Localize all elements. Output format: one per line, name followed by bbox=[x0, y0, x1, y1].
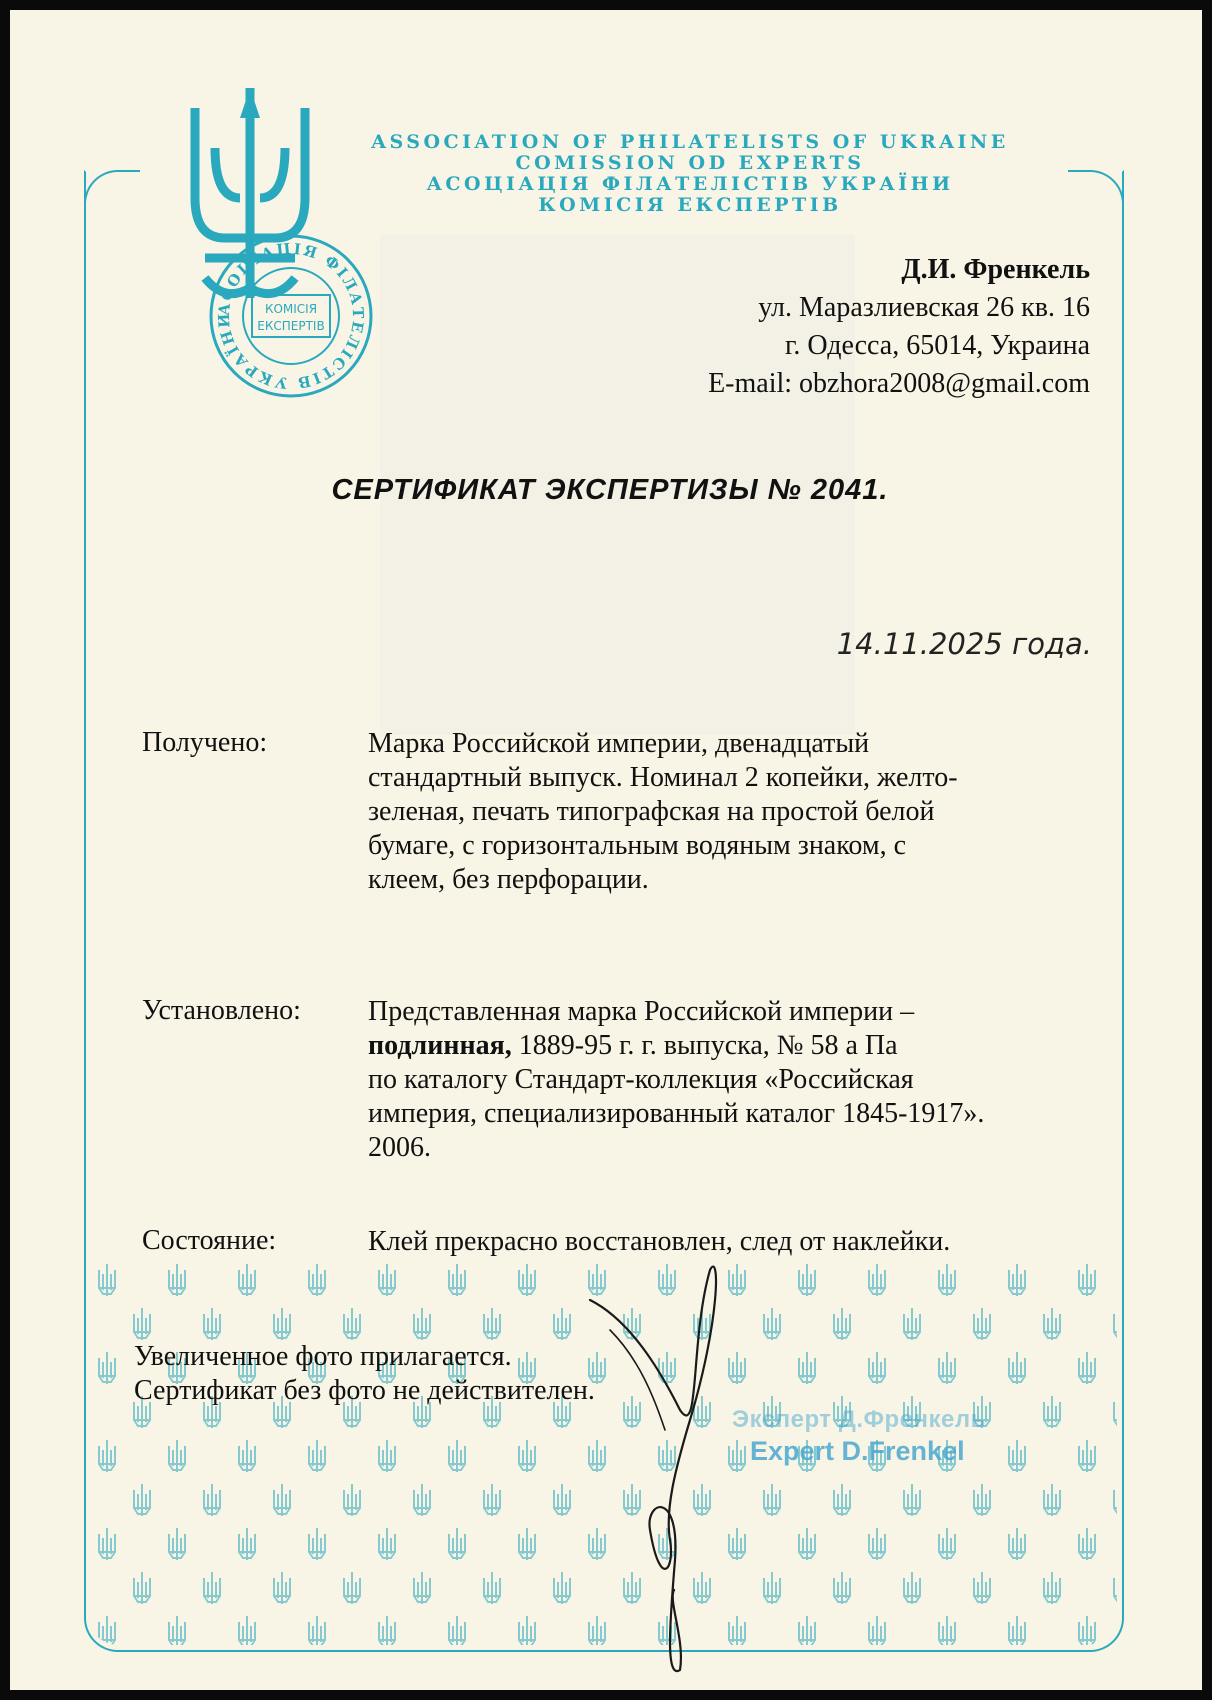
condition-label: Состояние: bbox=[142, 1225, 277, 1256]
established-line: подлинная, 1889-95 г. г. выпуска, № 58 а Па bbox=[368, 1030, 898, 1061]
header-line-1: ASSOCIATION OF PHILATELISTS OF UKRAINE bbox=[371, 131, 1009, 153]
header-line-3: АСОЦІАЦІЯ ФІЛАТЕЛІСТІВ УКРАЇНИ bbox=[426, 173, 954, 195]
certificate-date: 14.11.2025 года. bbox=[836, 627, 1092, 661]
established-label: Установлено: bbox=[142, 995, 301, 1026]
expert-city: г. Одесса, 65014, Украина bbox=[785, 330, 1090, 361]
expert-email: E-mail: obzhora2008@gmail.com bbox=[708, 368, 1090, 399]
established-line: Представленная марка Российской империи – bbox=[368, 996, 915, 1027]
received-line: бумаге, с горизонтальным водяным знаком, с bbox=[368, 830, 907, 861]
header-line-4: КОМІСІЯ ЕКСПЕРТІВ bbox=[538, 194, 842, 216]
footer-photo-note: Увеличенное фото прилагается. bbox=[134, 1341, 512, 1372]
footer-note bbox=[134, 1340, 595, 1408]
association-seal bbox=[208, 233, 374, 399]
received-line: зеленая, печать типографская на простой белой bbox=[368, 796, 935, 827]
received-text bbox=[368, 727, 1098, 897]
received-line: стандартный выпуск. Номинал 2 копейки, желто- bbox=[368, 762, 958, 793]
certificate-sheet bbox=[10, 10, 1202, 1690]
established-line: по каталогу Стандарт-коллекция «Российская bbox=[368, 1064, 914, 1095]
received-line: Марка Российской империи, двенадцатый bbox=[368, 728, 870, 759]
received-label: Получено: bbox=[142, 727, 268, 758]
authenticity-verdict: подлинная, bbox=[368, 1030, 512, 1061]
svg-text:АСОЦІАЦІЯ ФІЛАТЕЛІСТІВ УКРАЇНИ: АСОЦІАЦІЯ ФІЛАТЕЛІСТІВ УКРАЇНИ bbox=[214, 239, 368, 393]
established-line: 2006. bbox=[368, 1132, 431, 1163]
stamp-ru: Эксперт Д.Френкель bbox=[732, 1406, 986, 1433]
received-line: клеем, без перфорации. bbox=[368, 864, 649, 895]
expert-street: ул. Маразлиевская 26 кв. 16 bbox=[758, 292, 1090, 323]
stamp-en: Expert D.Frenkel bbox=[750, 1436, 965, 1466]
certificate-title: СЕРТИФИКАТ ЭКСПЕРТИЗЫ № 2041. bbox=[331, 474, 889, 506]
condition-text: Клей прекрасно восстановлен, след от наклейки. bbox=[368, 1226, 951, 1257]
header-line-2: COMISSION OD EXPERTS bbox=[515, 152, 865, 174]
established-text bbox=[368, 995, 1098, 1165]
footer-validity-note: Сертификат без фото не действителен. bbox=[134, 1375, 595, 1406]
expert-signature bbox=[570, 1260, 780, 1690]
expert-address bbox=[708, 251, 1090, 403]
association-header bbox=[300, 132, 1080, 216]
expert-name: Д.И. Френкель bbox=[901, 254, 1090, 285]
svg-text:ЕКСПЕРТІВ: ЕКСПЕРТІВ bbox=[257, 319, 325, 333]
svg-text:КОМІСІЯ: КОМІСІЯ bbox=[264, 302, 318, 316]
established-line: империя, специализированный каталог 1845-1917». bbox=[368, 1098, 985, 1129]
